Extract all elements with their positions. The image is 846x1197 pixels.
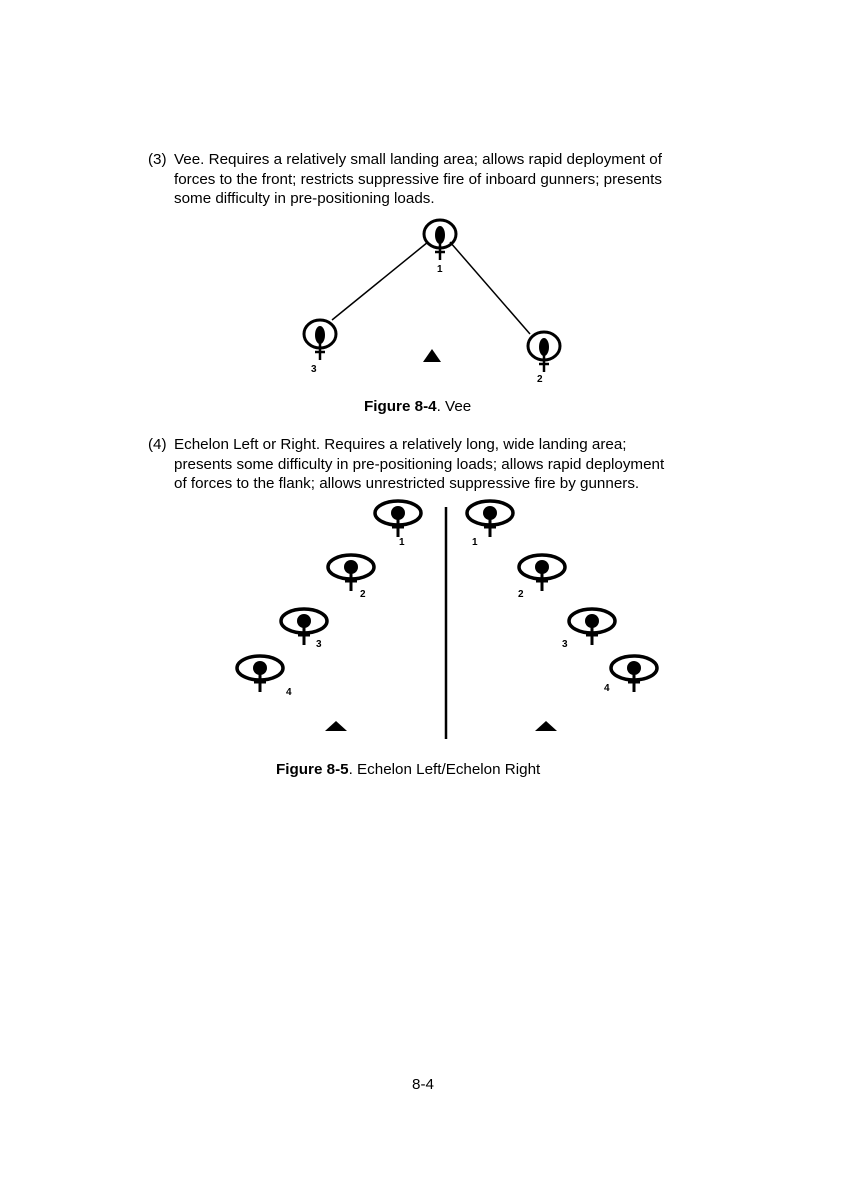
- paragraph-line: some difficulty in pre-positioning loads.: [174, 190, 435, 207]
- paragraph-number: (3): [148, 151, 167, 168]
- paragraph-line: Vee. Requires a relatively small landing area; allows rapid deployment of: [174, 151, 662, 168]
- helicopter-icon: [528, 332, 560, 372]
- figure-caption-label: Figure 8-4: [364, 398, 437, 415]
- helicopter-icon: [304, 320, 336, 360]
- helicopter-icon: [424, 220, 456, 260]
- helicopter-label: 4: [604, 683, 610, 694]
- helicopter-label: 1: [399, 537, 405, 548]
- helicopter-label: 2: [360, 589, 366, 600]
- vee-formation-diagram: [290, 212, 580, 392]
- paragraph-line: Echelon Left or Right. Requires a relatively long, wide landing area;: [174, 436, 627, 453]
- helicopter-label: 1: [472, 537, 478, 548]
- figure-caption: [276, 761, 540, 778]
- formation-line: [332, 242, 428, 320]
- helicopter-label: 3: [562, 639, 568, 650]
- echelon-formation-diagram: [212, 495, 682, 745]
- helicopter-label: 1: [437, 264, 443, 275]
- helicopter-label: 3: [316, 639, 322, 650]
- paragraph-line: forces to the front; restricts suppressive fire of inboard gunners; presents: [174, 170, 662, 188]
- paragraph-number: (4): [148, 436, 167, 453]
- figure-caption-text: . Vee: [436, 398, 472, 415]
- helicopter-label: 2: [537, 374, 543, 385]
- paragraph-line: of forces to the flank; allows unrestricted suppressive fire by gunners.: [174, 475, 640, 492]
- figure-caption-label: Figure 8-5: [276, 761, 349, 778]
- paragraph-line: presents some difficulty in pre-positioning loads; allows rapid deployment: [174, 455, 665, 473]
- helicopter-label: 3: [311, 364, 317, 375]
- paragraph-echelon: [148, 435, 728, 494]
- page-number: 8-4: [412, 1076, 434, 1093]
- figure-caption: [364, 398, 471, 415]
- figure-caption-text: . Echelon Left/Echelon Right: [348, 761, 541, 778]
- landing-point-triangle-icon: [423, 349, 441, 362]
- formation-line: [450, 242, 530, 334]
- helicopter-label: 4: [286, 687, 292, 698]
- helicopter-label: 2: [518, 589, 524, 600]
- paragraph-vee: [148, 150, 728, 209]
